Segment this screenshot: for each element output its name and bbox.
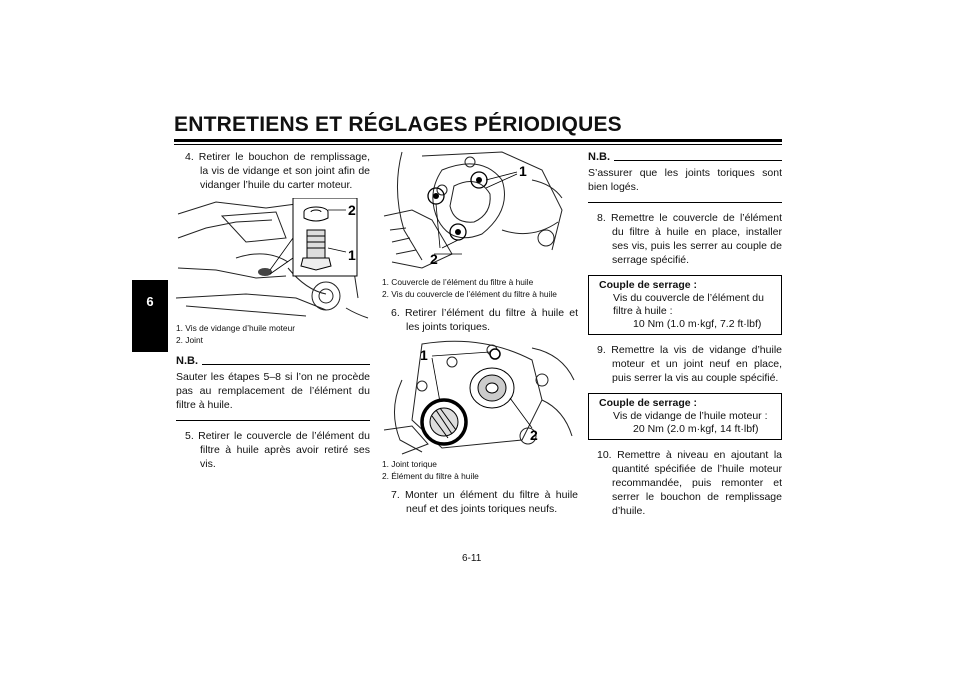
- callout-2: 2. Joint: [176, 335, 204, 345]
- torque-spec-box: [588, 393, 782, 440]
- nb-end-rule: [588, 202, 782, 203]
- label-2: 2: [348, 202, 356, 218]
- drain-bolt-illustration: [176, 198, 370, 320]
- torque-item: Vis du couvercle de l’élément du filtre à huile :: [613, 292, 764, 317]
- figure-filter-cover: [382, 150, 578, 274]
- label-1: 1: [420, 347, 428, 363]
- nb-heading: [176, 354, 370, 368]
- filter-element-illustration: [382, 340, 578, 456]
- torque-value: 10 Nm (1.0 m·kgf, 7.2 ft·lbf): [633, 318, 762, 330]
- chapter-tab: 6: [132, 280, 168, 352]
- right-column: [588, 150, 782, 524]
- nb-heading: [588, 150, 782, 164]
- callout-2: 2. Vis du couvercle de l’élément du filtre à huile: [382, 289, 557, 299]
- label-2: 2: [530, 427, 538, 443]
- page-number: 6-11: [462, 553, 482, 564]
- page-title: ENTRETIENS ET RÉGLAGES PÉRIODIQUES: [174, 113, 782, 142]
- nb-end-rule: [176, 420, 370, 421]
- callout-1: 1. Vis de vidange d’huile moteur: [176, 323, 296, 333]
- nb-rule: [614, 160, 782, 161]
- step-4: 4. Retirer le bouchon de remplissage, la vis de vidange et son joint afin de vidanger l’huile du carter moteur.: [185, 151, 370, 191]
- nb-text: S’assurer que les joints toriques sont bien logés.: [588, 167, 782, 193]
- callout-2: 2. Élément du filtre à huile: [382, 471, 479, 481]
- step-7: 7. Monter un élément du filtre à huile neuf et des joints toriques neufs.: [391, 489, 578, 515]
- torque-value: 20 Nm (2.0 m·kgf, 14 ft·lbf): [633, 423, 759, 435]
- step-6: 6. Retirer l’élément du filtre à huile et les joints toriques.: [391, 307, 578, 333]
- figure-callouts: [382, 458, 578, 482]
- figure-drain-bolt: [176, 198, 370, 320]
- step-10: 10. Remettre à niveau en ajoutant la quantité spécifiée de l’huile moteur recommandée, puis remonter et serrer le bouchon de remplissage d’huile.: [597, 449, 782, 517]
- label-2: 2: [430, 251, 438, 267]
- filter-cover-illustration: [382, 150, 578, 274]
- torque-spec-box: [588, 275, 782, 335]
- callout-1: 1. Joint torique: [382, 459, 437, 469]
- step-5: 5. Retirer le couvercle de l’élément du filtre à huile après avoir retiré ses vis.: [185, 430, 370, 470]
- label-1: 1: [519, 163, 527, 179]
- step-8: 8. Remettre le couvercle de l’élément du filtre à huile en place, installer ses vis, puis les serrer au couple de serrage spécifié.: [597, 212, 782, 266]
- nb-title: N.B.: [588, 151, 610, 163]
- step-9: 9. Remettre la vis de vidange d’huile moteur et un joint neuf en place, puis serrer la vis au couple spécifié.: [597, 344, 782, 384]
- nb-title: N.B.: [176, 355, 198, 367]
- middle-column: [382, 150, 578, 522]
- torque-title: Couple de serrage :: [599, 279, 698, 291]
- label-1: 1: [348, 247, 356, 263]
- torque-title: Couple de serrage :: [599, 397, 698, 409]
- figure-filter-element: [382, 340, 578, 456]
- figure-callouts: [176, 322, 370, 346]
- torque-item: Vis de vidange de l’huile moteur :: [613, 410, 768, 422]
- nb-text: Sauter les étapes 5–8 si l’on ne procède pas au remplacement de l’élément du filtre à huile.: [176, 371, 370, 411]
- nb-rule: [202, 364, 370, 365]
- left-column: [176, 150, 370, 477]
- callout-1: 1. Couvercle de l’élément du filtre à huile: [382, 277, 534, 287]
- figure-callouts: [382, 276, 578, 300]
